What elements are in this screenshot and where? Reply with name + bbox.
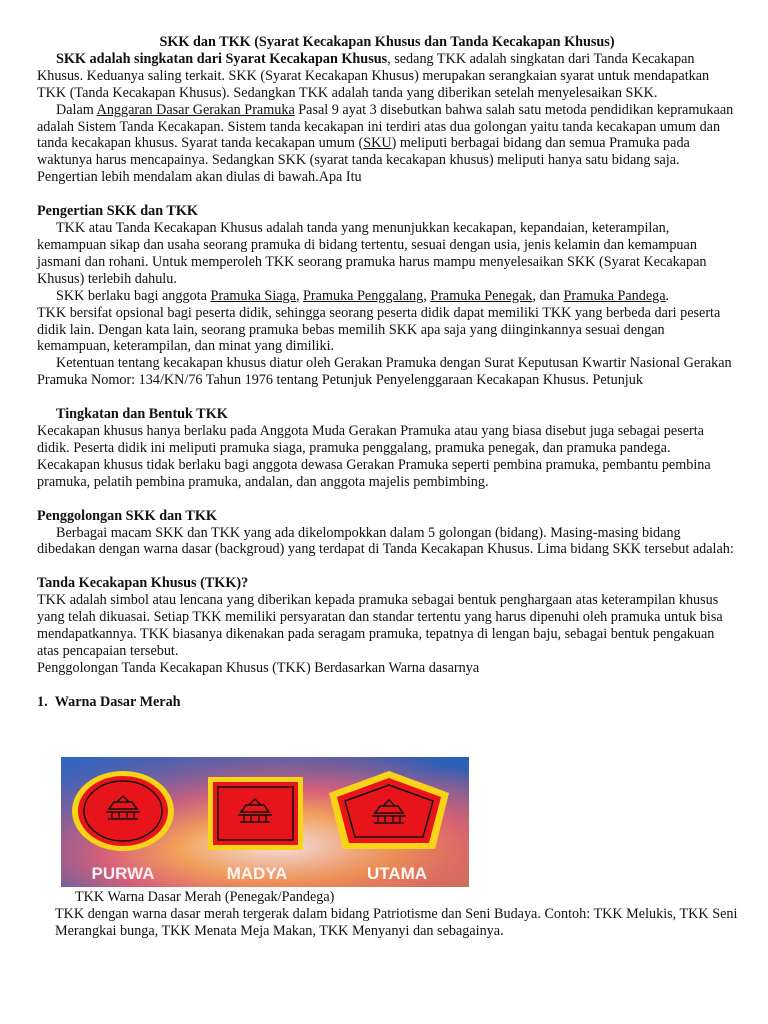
link-pramuka-penggalang[interactable]: Pramuka Penggalang (303, 287, 424, 304)
pengertian-paragraph-3: TKK bersifat opsional bagi peserta didik, sehingga seorang peserta didik dapat memiliki TKK yang berbeda dari peserta didik lain. Dengan kata lain, seorang pramuka bebas memilih SKK apa saja yang diinginkannya sesuai dengan kemampuan, keterampilan, dan minat yang dimiliki. (37, 304, 721, 355)
label-madya: MADYA (226, 864, 288, 883)
figure-caption: TKK Warna Dasar Merah (Penegak/Pandega) (75, 889, 335, 905)
intro-text: , sedang TKK adalah singkatan dari Tanda Kecakapan Khusus. Keduanya saling terkait. SKK (Syarat Kecakapan Khusus) merupakan serangkaian syarat untuk mendapatkan TKK (Tanda Kecakapan Khusus). Sedangkan TKK adalah tanda yang diberikan setelah menyelesaikan SKK. (37, 50, 710, 101)
tingkatan-paragraph: Kecakapan khusus hanya berlaku pada Anggota Muda Gerakan Pramuka atau yang biasa disebut juga sebagai peserta didik. Peserta didik ini meliputi pramuka siaga, pramuka penggalang, pramuka penegak, dan pramuka pandega. Kecakapan khusus tidak berlaku bagi anggota dewasa Gerakan Pramuka seperti pembina pramuka, pembantu pembina pramuka, pelatih pembina pramuka, andalan, dan anggota majelis pembimbing. (37, 423, 711, 490)
tkk-badges-image (61, 757, 469, 887)
link-anggaran-dasar[interactable]: Anggaran Dasar Gerakan Pramuka (96, 101, 295, 118)
list-number: 1. (37, 693, 48, 710)
link-pramuka-siaga[interactable]: Pramuka Siaga (210, 287, 296, 304)
badges-svg (61, 757, 469, 887)
label-utama: UTAMA (366, 864, 428, 883)
intro-bold-lead: SKK adalah singkatan dari Syarat Kecakapan Khusus (56, 50, 388, 67)
pengertian-paragraph-4: Ketentuan tentang kecakapan khusus diatur oleh Gerakan Pramuka dengan Surat Keputusan Kwartir Nasional Gerakan Pramuka Nomor: 134/KN/76 Tahun 1976 tentang Petunjuk Penyelenggaraan Kecakapan Khusus. Petunjuk (37, 355, 732, 389)
tkk-paragraph-1: TKK adalah simbol atau lencana yang diberikan kepada pramuka sebagai bentuk penghargaan atas keterampilan khusus yang telah dikuasai. Setiap TKK memiliki persyaratan dan standar tertentu yang harus dipenuhi oleh pramuka untuk bisa mendapatkannya. TKK biasanya dikenakan pada seragam pramuka, tepatnya di lengan baju, sebagai bentuk pengakuan atas pencapaian tersebut. (37, 592, 723, 659)
list-heading-warna-merah (37, 694, 737, 711)
intro-paragraph-2 (37, 102, 737, 187)
sep: , (423, 287, 431, 304)
intro-p2-a: Dalam (56, 101, 97, 118)
heading-tkk: Tanda Kecakapan Khusus (TKK)? (37, 575, 249, 592)
link-pramuka-penegak[interactable]: Pramuka Penegak (430, 287, 533, 304)
link-pramuka-pandega[interactable]: Pramuka Pandega (563, 287, 666, 304)
sep: , (295, 287, 304, 304)
p2-text-a: SKK berlaku bagi anggota (56, 287, 211, 304)
intro-p2-c: ) meliputi berbagai bidang dan semua Pramuka pada waktunya harus mencapainya. Sedangkan SKK (syarat tanda kecakapan khusus) meliputi hanya satu bidang saja. Pengertian lebih mendalam akan diulas di bawah.Apa Itu (37, 135, 690, 186)
link-sku[interactable]: SKU (363, 135, 392, 152)
badge-purwa-icon (72, 771, 174, 851)
heading-penggolongan: Penggolongan SKK dan TKK (37, 507, 217, 524)
pengertian-paragraph-2 (37, 288, 737, 305)
label-purwa: PURWA (91, 864, 155, 883)
document-title: SKK dan TKK (Syarat Kecakapan Khusus dan Tanda Kecakapan Khusus) (159, 34, 615, 50)
intro-p2-b: Pasal 9 ayat 3 disebutkan bahwa salah satu metoda pendidikan kepramukaan adalah Sistem Tanda Kecakapan. Sistem tanda kecakapan ini terdiri atas dua golongan yaitu tanda kecakapan umum dan tanda kecakapan khusus. Syarat tanda kecakapan umum ( (37, 101, 734, 152)
heading-tingkatan: Tingkatan dan Bentuk TKK (56, 406, 228, 423)
list-heading-text: Warna Dasar Merah (54, 693, 181, 710)
p2-text-b: . (665, 287, 670, 304)
heading-pengertian: Pengertian SKK dan TKK (37, 203, 198, 220)
document-body (37, 34, 737, 711)
intro-paragraph-1 (37, 51, 737, 102)
penggolongan-paragraph: Berbagai macam SKK dan TKK yang ada dikelompokkan dalam 5 golongan (bidang). Masing-masing bidang dibedakan dengan warna dasar (backgroud) yang terdapat di Tanda Kecakapan Khusus. Lima bidang SKK tersebut adalah: (37, 524, 734, 558)
pengertian-paragraph-1: TKK atau Tanda Kecakapan Khusus adalah tanda yang menunjukkan kecakapan, kepandaian, keterampilan, kemampuan sikap dan usaha seorang pramuka di bidang tertentu, sesuai dengan usia, jenis kelamin dan kemampuan jasmani dan rohani. Untuk memperoleh TKK seorang pramuka harus mampu menyelesaikan SKK (Syarat Kecakapan Khusus) terlebih dahulu. (37, 220, 707, 287)
badge-madya-icon (208, 777, 303, 850)
merah-description: TKK dengan warna dasar merah tergerak dalam bidang Patriotisme dan Seni Budaya. Contoh: TKK Melukis, TKK Seni Merangkai bunga, TKK Menata Meja Makan, TKK Menyanyi dan sebagainya. (55, 906, 738, 940)
sep: , dan (532, 287, 564, 304)
tkk-paragraph-2: Penggolongan Tanda Kecakapan Khusus (TKK) Berdasarkan Warna dasarnya (37, 659, 480, 676)
